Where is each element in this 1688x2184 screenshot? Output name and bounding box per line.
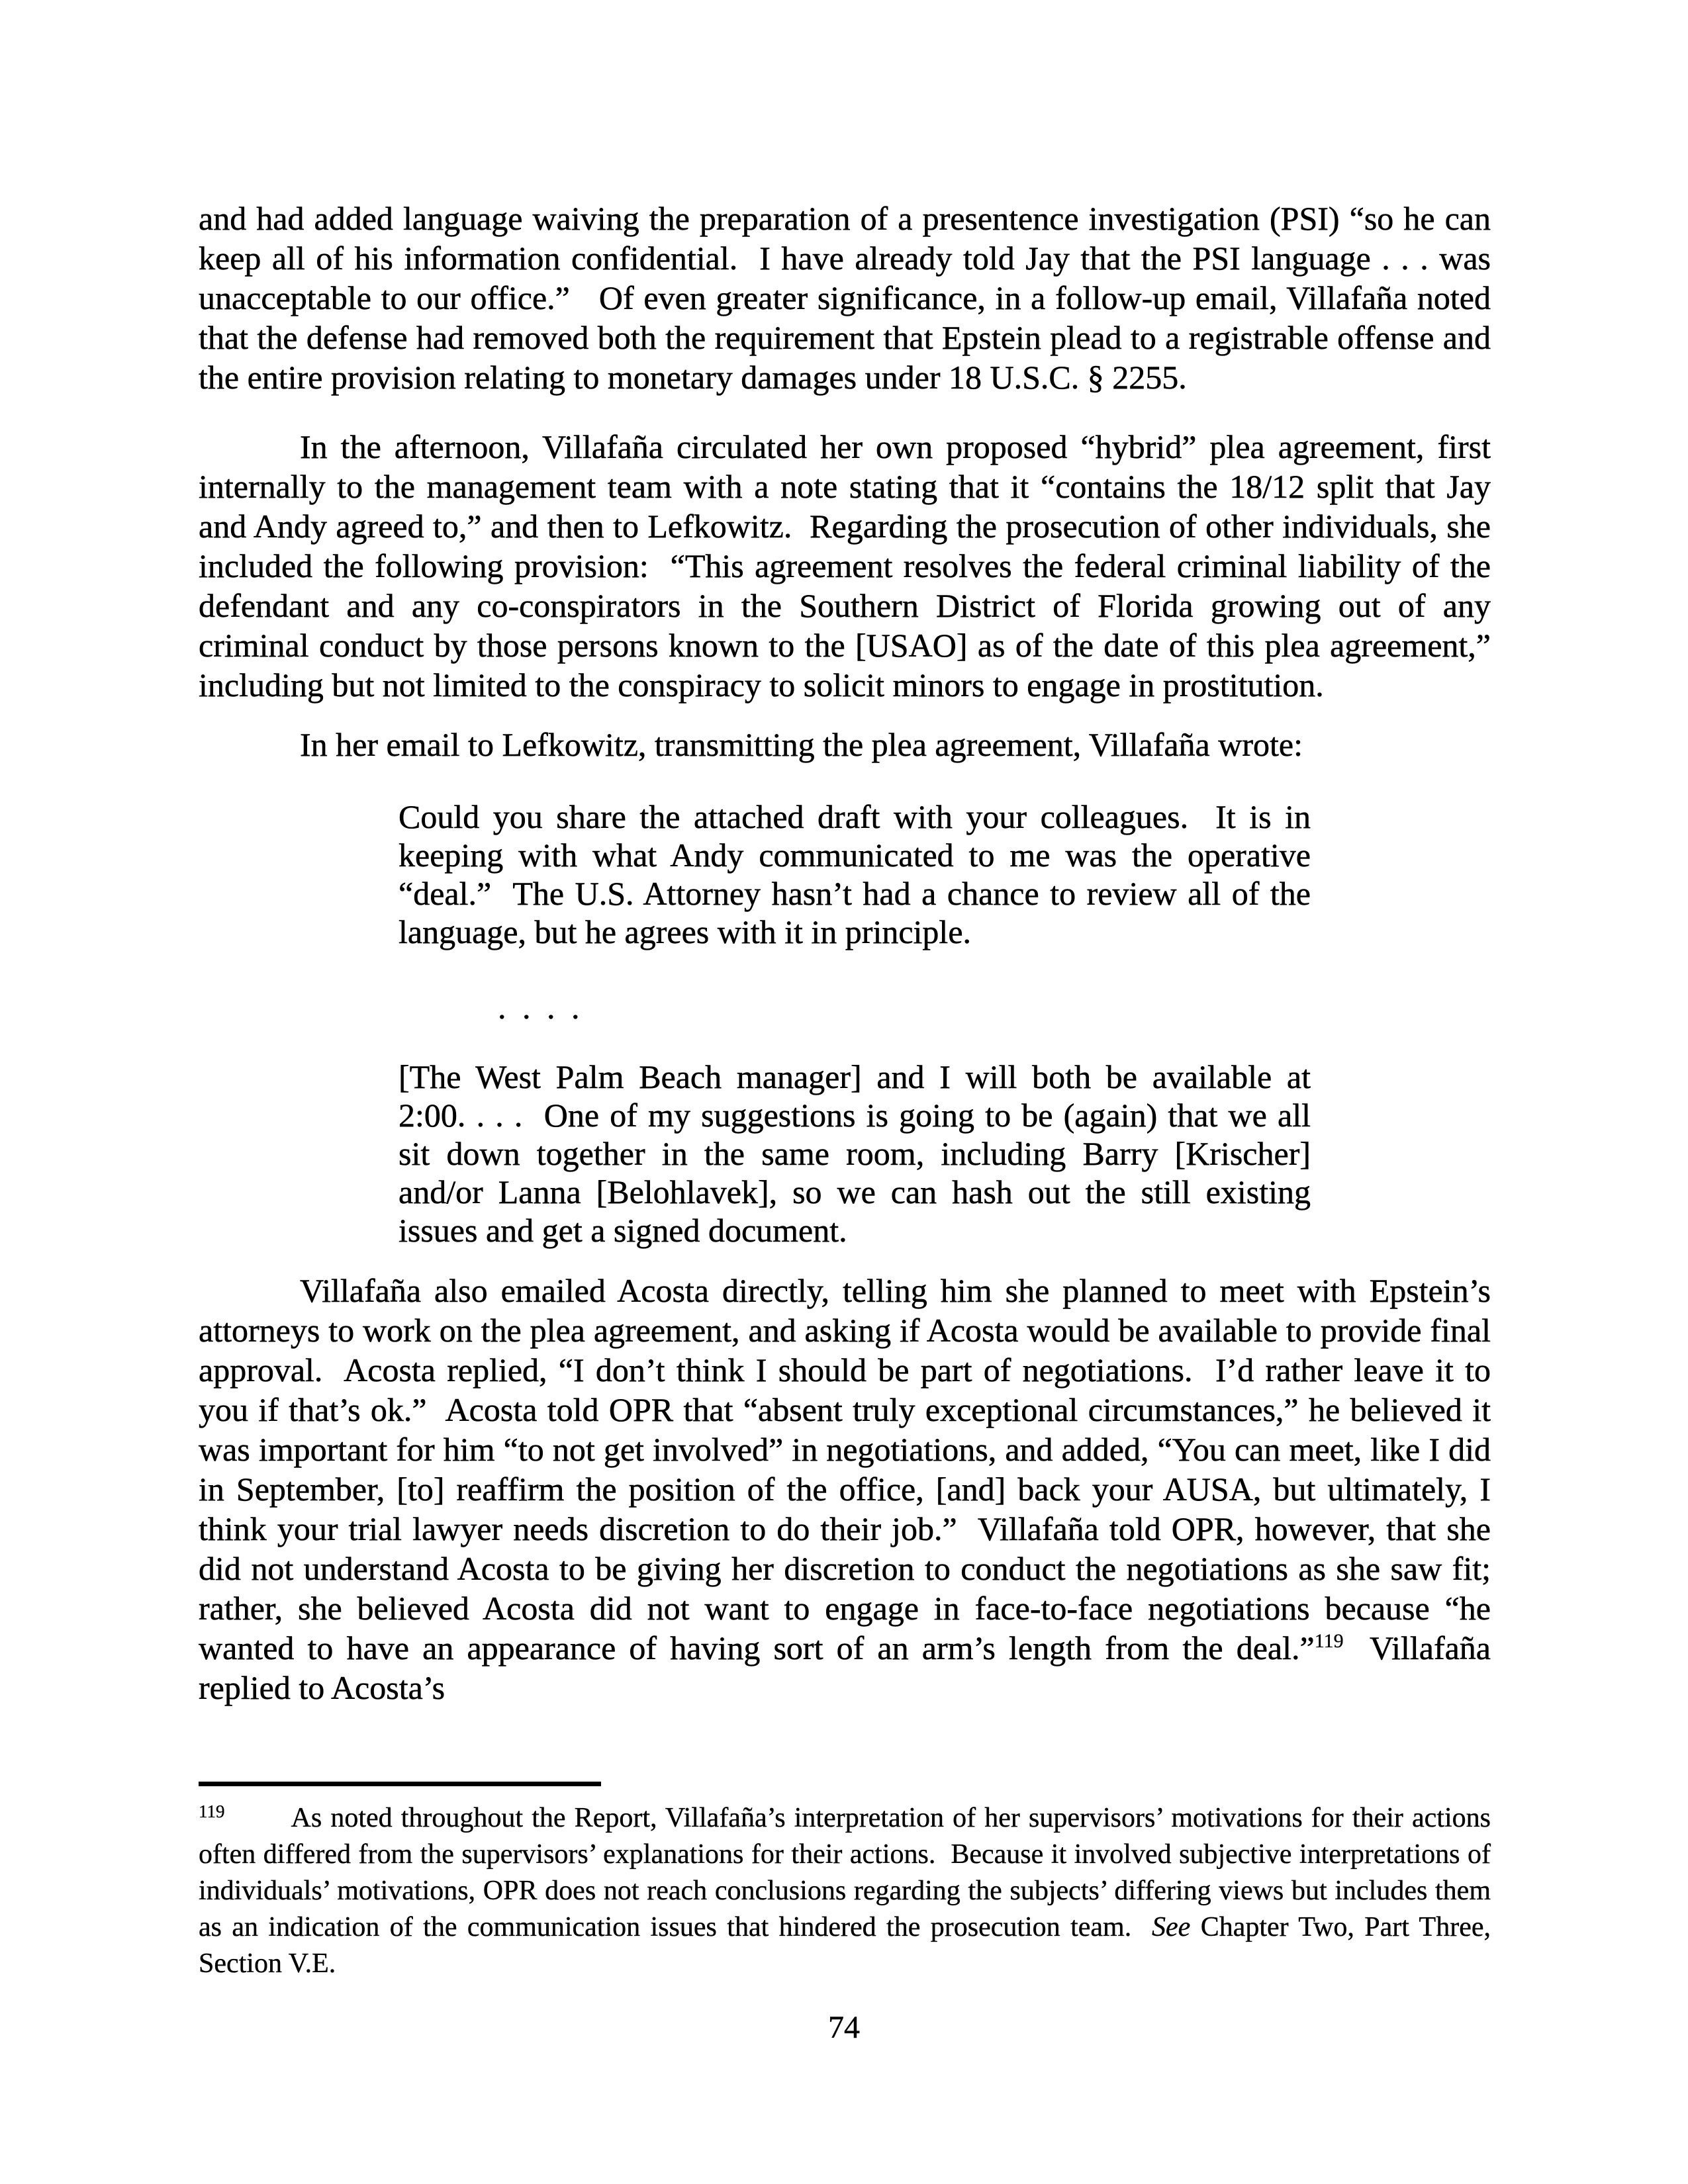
footnote-separator-rule — [199, 1782, 601, 1786]
block-quote-1: Could you share the attached draft with your colleagues. It is in keeping with what Andy communicated to me was the operative “deal.” The U.S. Attorney hasn’t had a chance to review all of the language, but he agrees with it in principle. — [399, 798, 1311, 950]
body-paragraph-1: and had added language waiving the preparation of a presentence investigation (PSI) “so he can keep all of his information confidential. I have already told Jay that the PSI language . . . was unacceptable to our office.” Of even greater significance, in a follow-up email, Villafaña noted that the defense had removed both the requirement that Epstein plead to a registrable offense and the entire provision relating to monetary damages under 18 U.S.C. § 2255. — [199, 200, 1491, 396]
paragraph-4-text: Villafaña also emailed Acosta directly, telling him she planned to meet with Epstein’s attorneys to work on the plea agreement, and asking if Acosta would be available to provide final approval. Acosta replied, “I don’t think I should be part of negotiations. I’d rather leave it to you if that’s ok.” Acosta told OPR that “absent truly exceptional circumstances,” he believed it was important for him “to not get involved” in negotiations, and added, “You can meet, like I did in September, [to] reaffirm the position of the office, [and] back your AUSA, but ultimately, I think your trial lawyer needs discretion to do their job.” Villafaña told OPR, however, that she did not understand Acosta to be giving her discretion to conduct the negotiations as she saw fit; rather, she believed Acosta did not want to engage in face-to-face negotiations because “he wanted to have an appearance of having sort of an arm’s length from the deal.” — [199, 1272, 1491, 1666]
footnote-reference-119: 119 — [1314, 1630, 1344, 1652]
footnote-119 — [199, 1800, 1491, 1982]
block-quote-2: [The West Palm Beach manager] and I will both be available at 2:00. . . . One of my suggestions is going to be (again) that we all sit down together in the same room, including Barry [Krischer] and/or Lanna [Belohlavek], so we can hash out the still existing issues and get a signed document. — [399, 1058, 1311, 1249]
footnote-number: 119 — [199, 1801, 225, 1821]
body-paragraph-2: In the afternoon, Villafaña circulated her own proposed “hybrid” plea agreement, first internally to the management team with a note stating that it “contains the 18/12 split that Jay and Andy agreed to,” and then to Lefkowitz. Regarding the prosecution of other individuals, she included the following provision: “This agreement resolves the federal criminal liability of the defendant and any co-conspirators in the Southern District of Florida growing out of any criminal conduct by those persons known to the [USAO] as of the date of this plea agreement,” including but not limited to the conspiracy to solicit minors to engage in prostitution. — [199, 428, 1491, 704]
footnote-text: As noted throughout the Report, Villafaña’s interpretation of her supervisors’ motivations for their actions often differed from the supervisors’ explanations for their actions. Because it involved subjective interpretations of individuals’ motivations, OPR does not reach conclusions regarding the subjects’ differing views but includes them as an indication of the communication issues that hindered the prosecution team. — [199, 1803, 1491, 1942]
quote-ellipsis-line: . . . . — [498, 989, 584, 1026]
see-citation-italic: See — [1152, 1912, 1191, 1942]
paragraph-4-text-after-ref: Villafaña replied to Acosta’s — [199, 1629, 1491, 1706]
body-paragraph-3: In her email to Lefkowitz, transmitting the plea agreement, Villafaña wrote: — [300, 726, 1303, 763]
page-number: 74 — [828, 2010, 860, 2045]
body-paragraph-4 — [199, 1271, 1491, 1707]
footnote-text-after-see: Chapter Two, Part Three, Section V.E. — [199, 1912, 1491, 1979]
